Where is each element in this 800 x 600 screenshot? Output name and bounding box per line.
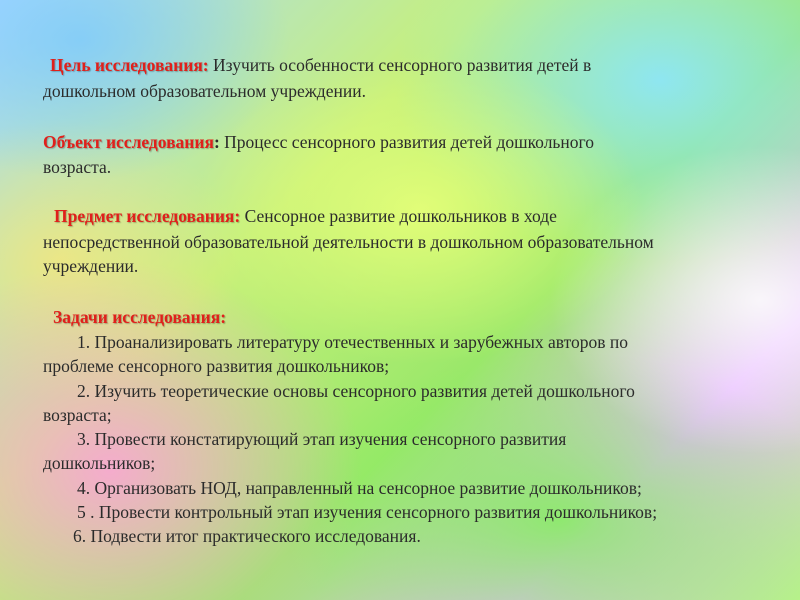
goal-text-1: Изучить особенности сенсорного развития детей в <box>208 55 592 75</box>
subject-line-3: учреждении. <box>43 256 139 276</box>
task-item-1: 1. Проанализировать литературу отечественных и зарубежных авторов по <box>77 332 629 352</box>
task-item-2: 2. Изучить теоретические основы сенсорного развития детей дошкольного <box>77 381 635 401</box>
task-item-6: 6. Подвести итог практического исследования. <box>73 526 421 546</box>
task-item-3-cont: дошкольников; <box>43 453 156 473</box>
task-item-1-cont: проблеме сенсорного развития дошкольников; <box>43 356 390 376</box>
object-colon: : <box>213 132 220 152</box>
goal-line-1 <box>50 54 591 76</box>
goal-line-2: дошкольном образовательном учреждении. <box>43 81 366 101</box>
task-item-4: 4. Организовать НОД, направленный на сенсорное развитие дошкольников; <box>77 478 642 498</box>
object-line-1 <box>43 131 594 153</box>
subject-label: Предмет исследования: <box>54 206 241 226</box>
subject-line-1 <box>54 205 557 227</box>
goal-label: Цель исследования: <box>50 55 209 75</box>
task-item-5: 5 . Провести контрольный этап изучения сенсорного развития дошкольников; <box>77 502 658 522</box>
subject-line-2: непосредственной образовательной деятельности в дошкольном образовательном <box>43 232 654 252</box>
task-item-2-cont: возраста; <box>43 405 112 425</box>
object-text-1: Процесс сенсорного развития детей дошкольного <box>219 132 595 152</box>
tasks-heading <box>53 306 226 328</box>
task-item-3: 3. Провести констатирующий этап изучения сенсорного развития <box>77 429 567 449</box>
subject-text-1: Сенсорное развитие дошкольников в ходе <box>240 206 557 226</box>
object-line-2: возраста. <box>43 157 112 177</box>
tasks-label: Задачи исследования: <box>53 307 227 327</box>
object-label: Объект исследования <box>43 132 214 152</box>
